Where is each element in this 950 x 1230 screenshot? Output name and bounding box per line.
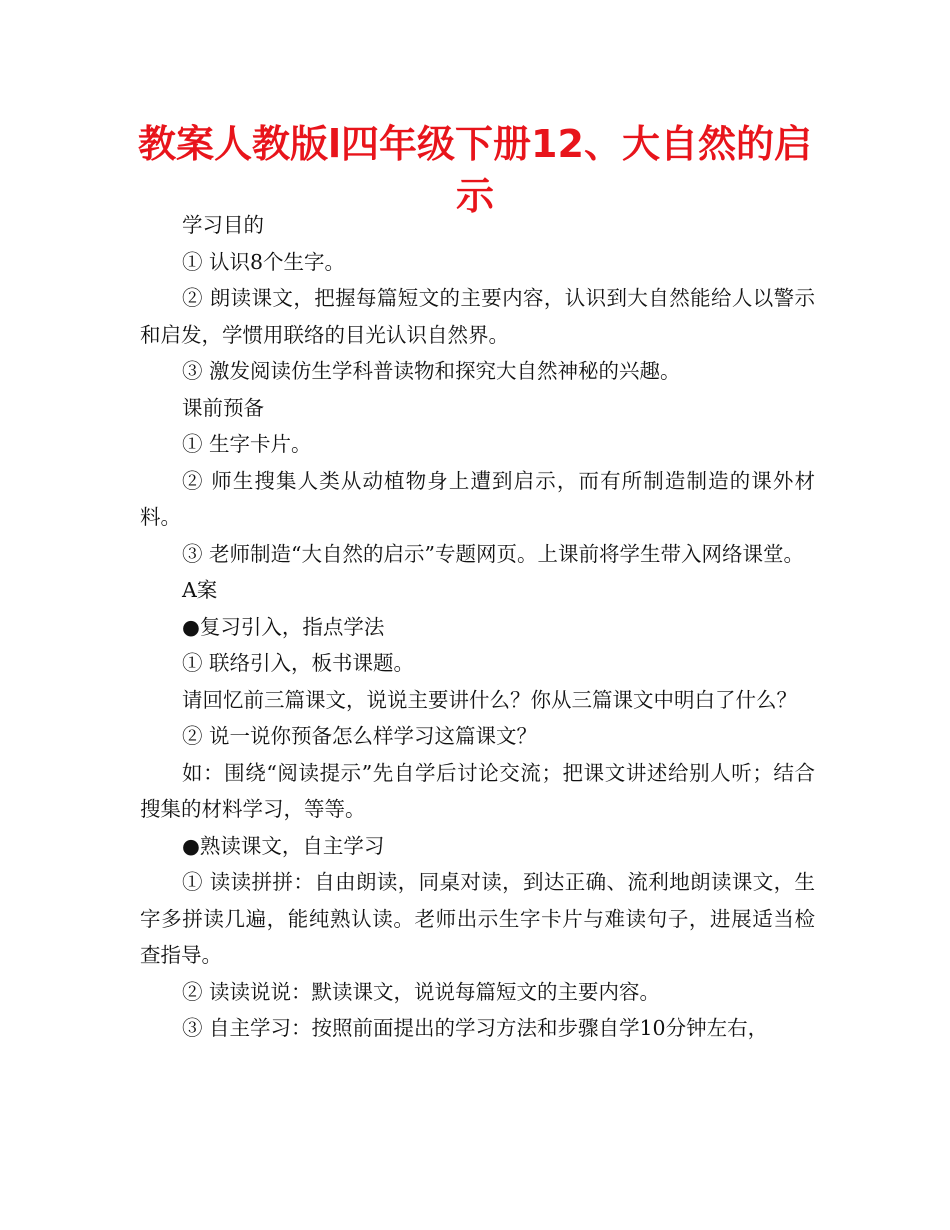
paragraph: ① 认识8个生字。 xyxy=(182,249,346,274)
paragraph: ③ 激发阅读仿生学科普读物和探究大自然神秘的兴趣。 xyxy=(182,359,681,383)
paragraph: A案 xyxy=(182,578,218,602)
paragraph: ② 说一说你预备怎么样学习这篇课文？ xyxy=(182,724,538,748)
document-body xyxy=(140,207,815,1047)
paragraph: ●熟读课文，自主学习 xyxy=(182,833,385,858)
paragraph: ② 朗读课文，把握每篇短文的主要内容，认识到大自然能给人以警示和启发，学惯用联络的目光认识自然界。 xyxy=(140,286,815,347)
paragraph: ② 师生搜集人类从动植物身上遭到启示，而有所制造制造的课外材料。 xyxy=(140,468,815,529)
document-title: 教案人教版l四年级下册12、大自然的启示 xyxy=(138,122,812,218)
paragraph: ●复习引入，指点学法 xyxy=(182,614,385,639)
paragraph: 如：围绕“阅读提示”先自学后讨论交流；把课文讲述给别人听；结合搜集的材料学习，等等。 xyxy=(140,760,815,821)
paragraph: 课前预备 xyxy=(182,395,264,420)
paragraph: ① 生字卡片。 xyxy=(182,432,312,456)
paragraph: 学习目的 xyxy=(182,213,264,237)
paragraph: ③ 自主学习：按照前面提出的学习方法和步骤自学10分钟左右， xyxy=(182,1016,769,1040)
paragraph: 请回忆前三篇课文，说说主要讲什么？你从三篇课文中明白了什么？ xyxy=(182,687,797,712)
paragraph: ① 读读拼拼：自由朗读，同桌对读，到达正确、流利地朗读课文，生字多拼读几遍，能纯熟认读。老师出示生字卡片与难读句子，进展适当检查指导。 xyxy=(140,870,815,967)
paragraph: ③ 老师制造“大自然的启示”专题网页。上课前将学生带入网络课堂。 xyxy=(182,541,804,566)
paragraph: ② 读读说说：默读课文，说说每篇短文的主要内容。 xyxy=(182,979,661,1004)
paragraph: ① 联络引入，板书课题。 xyxy=(182,651,415,675)
